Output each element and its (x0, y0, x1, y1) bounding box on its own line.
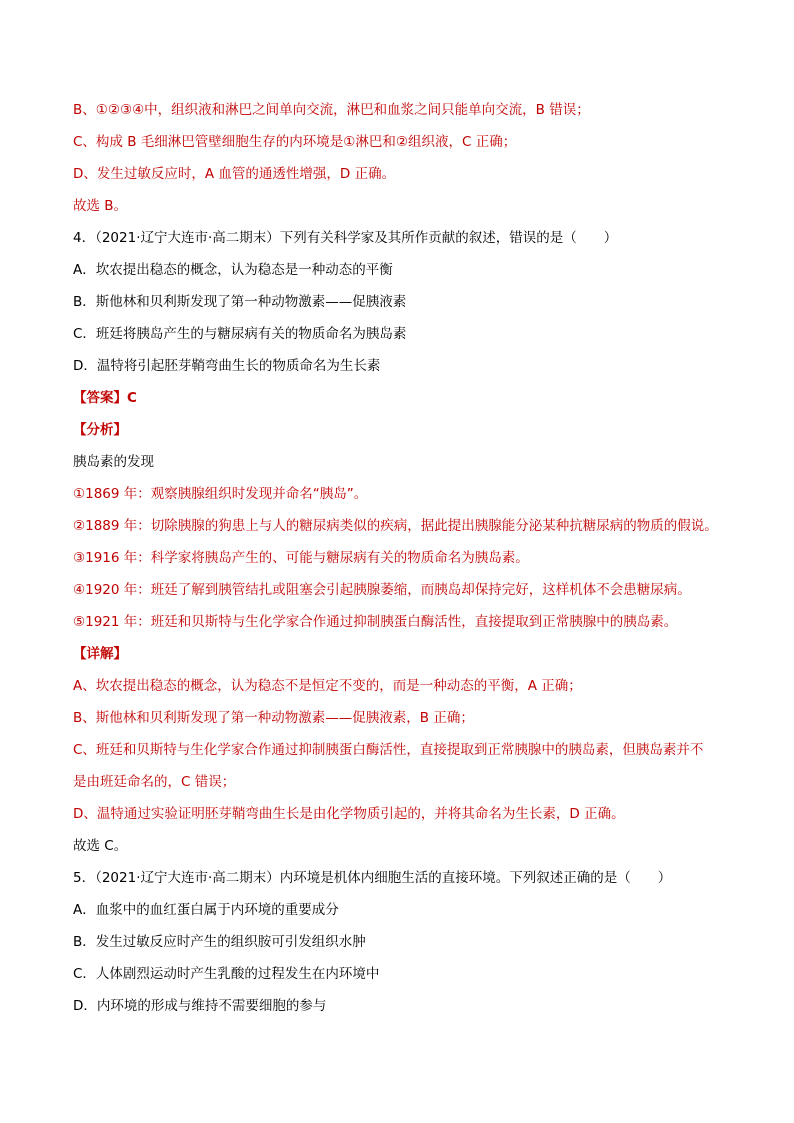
question-5-option-a: A．血浆中的血红蛋白属于内环境的重要成分 (73, 902, 339, 918)
question-5-option-c: C．人体剧烈运动时产生乳酸的过程发生在内环境中 (73, 966, 380, 982)
prev-explanation-d: D、发生过敏反应时，A 血管的通透性增强，D 正确。 (73, 166, 396, 182)
prev-explanation-c: C、构成 B 毛细淋巴管壁细胞生存的内环境是①淋巴和②组织液，C 正确； (73, 134, 517, 150)
detail-item: 是由班廷命名的，C 错误； (73, 774, 236, 790)
analysis-item: ⑤1921 年：班廷和贝斯特与生化学家合作通过抑制胰蛋白酶活性，直接提取到正常胰腺中的胰岛素。 (73, 614, 678, 630)
question-4-option-b: B．斯他林和贝利斯发现了第一种动物激素——促胰液素 (73, 294, 407, 310)
question-4-option-a: A．坎农提出稳态的概念，认为稳态是一种动态的平衡 (73, 262, 393, 278)
question-4-stem: 4．（2021·辽宁大连市·高二期末）下列有关科学家及其所作贡献的叙述，错误的是（ ） (73, 230, 618, 246)
detail-item: A、坎农提出稳态的概念，认为稳态不是恒定不变的，而是一种动态的平衡，A 正确； (73, 678, 582, 694)
question-5-option-d: D．内环境的形成与维持不需要细胞的参与 (73, 998, 327, 1014)
detail-item: D、温特通过实验证明胚芽鞘弯曲生长是由化学物质引起的，并将其命名为生长素，D 正确。 (73, 806, 625, 822)
question-4-option-d: D．温特将引起胚芽鞘弯曲生长的物质命名为生长素 (73, 358, 381, 374)
analysis-item: ③1916 年：科学家将胰岛产生的、可能与糖尿病有关的物质命名为胰岛素。 (73, 550, 529, 566)
detail-item: C、班廷和贝斯特与生化学家合作通过抑制胰蛋白酶活性，直接提取到正常胰腺中的胰岛素，但胰岛素并不 (73, 742, 704, 758)
answer-label: 【答案】C (73, 390, 137, 406)
question-4-option-c: C．班廷将胰岛产生的与糖尿病有关的物质命名为胰岛素 (73, 326, 407, 342)
question-5-option-b: B．发生过敏反应时产生的组织胺可引发组织水肿 (73, 934, 366, 950)
prev-explanation-b: B、①②③④中，组织液和淋巴之间单向交流，淋巴和血浆之间只能单向交流，B 错误； (73, 102, 590, 118)
question-4-conclusion: 故选 C。 (73, 838, 128, 854)
detail-label: 【详解】 (73, 646, 127, 662)
question-5-stem: 5．（2021·辽宁大连市·高二期末）内环境是机体内细胞生活的直接环境。下列叙述正确的是（ ） (73, 870, 672, 886)
analysis-item: ①1869 年：观察胰腺组织时发现并命名“胰岛”。 (73, 486, 368, 502)
analysis-label: 【分析】 (73, 422, 127, 438)
analysis-title: 胰岛素的发现 (73, 454, 154, 470)
prev-conclusion: 故选 B。 (73, 198, 128, 214)
detail-item: B、斯他林和贝利斯发现了第一种动物激素——促胰液素，B 正确； (73, 710, 474, 726)
analysis-item: ②1889 年：切除胰腺的狗患上与人的糖尿病类似的疾病，据此提出胰腺能分泌某种抗糖尿病的物质的假说。 (73, 518, 718, 534)
analysis-item: ④1920 年：班廷了解到胰管结扎或阻塞会引起胰腺萎缩，而胰岛却保持完好，这样机体不会患糖尿病。 (73, 582, 691, 598)
